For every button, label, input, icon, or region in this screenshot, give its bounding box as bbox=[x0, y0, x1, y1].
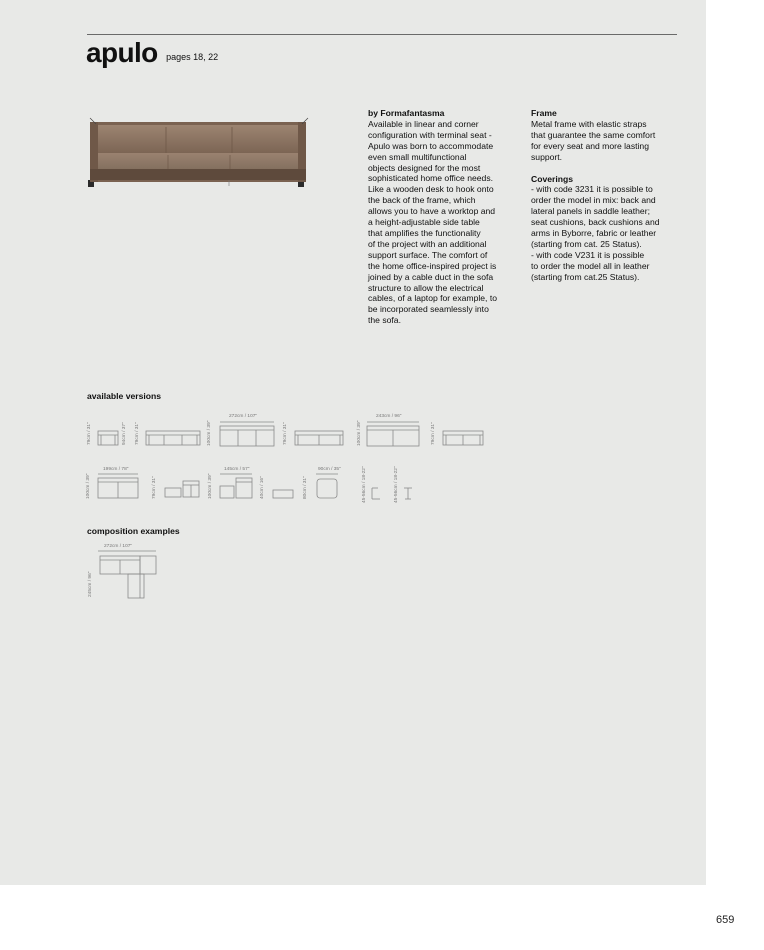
description-column bbox=[368, 108, 520, 326]
dim-depth-label: 79cm / 31" bbox=[135, 422, 140, 445]
description-line: the sofa. bbox=[368, 315, 401, 326]
dim-depth-label: 245cm / 96" bbox=[88, 571, 93, 597]
dim-height-label: 45-56cm / 18-22" bbox=[394, 466, 399, 503]
description-line: Apulo was born to accommodate bbox=[368, 140, 494, 151]
frame-line: that guarantee the same comfort bbox=[531, 129, 656, 140]
coverings-line: to order the model all in leather bbox=[531, 260, 650, 271]
frame-line: Metal frame with elastic straps bbox=[531, 118, 647, 129]
page-reference: pages 18, 22 bbox=[166, 52, 219, 62]
dim-width-label: 272cm / 107" bbox=[229, 414, 258, 419]
module-chaise-plan bbox=[218, 472, 254, 500]
dim-depth-label: 100cm / 39" bbox=[357, 420, 362, 446]
dim-width-label: 90cm / 35" bbox=[318, 467, 341, 472]
dim-depth-label: 79cm / 31" bbox=[152, 476, 157, 499]
module-sofa-3-seat-plan bbox=[145, 430, 201, 446]
dim-depth-label: 79cm / 31" bbox=[283, 422, 288, 445]
coverings-line: - with code 3231 it is possible to bbox=[531, 184, 653, 195]
description-line: support surface. The comfort of bbox=[368, 249, 488, 260]
description-line: a height-adjustable side table bbox=[368, 217, 480, 228]
dim-width-label: 243cm / 96" bbox=[376, 414, 402, 419]
dim-depth-label: 100cm / 39" bbox=[207, 420, 212, 446]
description-line: be incorporated seamlessly into bbox=[368, 304, 489, 315]
dim-depth-label: 79cm / 31" bbox=[87, 422, 92, 445]
coverings-line: lateral panels in saddle leather; bbox=[531, 206, 650, 217]
coverings-heading: Coverings bbox=[531, 173, 574, 184]
header bbox=[86, 34, 218, 72]
module-pouf-plan bbox=[314, 472, 340, 500]
description-line: allows you to have a worktop and bbox=[368, 206, 496, 217]
module-armchair-plan bbox=[97, 430, 119, 446]
corner-composition-plan bbox=[96, 548, 158, 600]
desk-elevation bbox=[403, 486, 413, 500]
description-line: sophisticated home office needs. bbox=[368, 173, 494, 184]
dim-depth-label: 79cm / 31" bbox=[431, 422, 436, 445]
composition-examples-heading: composition examples bbox=[87, 526, 180, 536]
description-line: the back of the frame, which bbox=[368, 195, 476, 206]
dim-depth-label: 100cm / 39" bbox=[86, 473, 91, 499]
description-line: joined by a cable duct in the sofa bbox=[368, 271, 494, 282]
coverings-line: - with code V231 it is possible bbox=[531, 249, 645, 260]
description-line: objects designed for the most bbox=[368, 162, 481, 173]
description-line: of the project with an additional bbox=[368, 238, 487, 249]
description-line: the home office-inspired project is bbox=[368, 260, 497, 271]
module-loveseat-plan bbox=[442, 430, 484, 446]
dim-width-label: 272cm / 107" bbox=[104, 544, 133, 549]
dim-width-label: 145cm / 57" bbox=[224, 467, 250, 472]
specs-column bbox=[531, 108, 681, 283]
module-sofa-272-plan bbox=[218, 420, 276, 448]
module-sofa-199-plan bbox=[96, 472, 140, 500]
available-versions-heading: available versions bbox=[87, 391, 162, 401]
frame-heading: Frame bbox=[531, 108, 557, 118]
side-table-elevation bbox=[371, 486, 381, 500]
product-title: apulo bbox=[86, 37, 158, 68]
module-sofa-2-seat-plan bbox=[294, 430, 344, 446]
description-line: cables, of a laptop for example, to bbox=[368, 293, 497, 304]
description-line: Like a wooden desk to hook onto bbox=[368, 184, 494, 195]
coverings-line: (starting from cat.25 Status). bbox=[531, 271, 640, 282]
dim-depth-label: 94cm / 37" bbox=[122, 422, 127, 445]
sofa-photo bbox=[86, 117, 314, 189]
frame-line: support. bbox=[531, 151, 563, 162]
dim-depth-label: 80cm / 31" bbox=[303, 476, 308, 499]
coverings-line: seat cushions, back cushions and bbox=[531, 217, 660, 228]
module-terminal-seat-plan bbox=[164, 480, 200, 498]
frame-line: for every seat and more lasting bbox=[531, 140, 649, 151]
dim-width-label: 199cm / 78" bbox=[103, 467, 129, 472]
module-bench-plan bbox=[272, 489, 294, 499]
coverings-line: arms in Byborre, fabric or leather bbox=[531, 228, 657, 239]
dim-depth-label: 40cm / 16" bbox=[260, 476, 265, 499]
coverings-line: order the model in mix: back and bbox=[531, 195, 656, 206]
description-line: that amplifies the functionality bbox=[368, 227, 481, 238]
coverings-line: (starting from cat. 25 Status). bbox=[531, 238, 642, 249]
description-line: even small multifunctional bbox=[368, 151, 467, 162]
module-sofa-243-plan bbox=[365, 420, 421, 448]
description-line: Available in linear and corner bbox=[368, 118, 479, 129]
dim-depth-label: 100cm / 39" bbox=[208, 473, 213, 499]
designer-credit: by Formafantasma bbox=[368, 108, 445, 118]
page-number: 659 bbox=[716, 914, 735, 926]
dim-height-label: 45-56cm / 18-22" bbox=[362, 466, 367, 503]
description-line: configuration with terminal seat - bbox=[368, 129, 492, 140]
description-line: structure to allow the electrical bbox=[368, 282, 484, 293]
